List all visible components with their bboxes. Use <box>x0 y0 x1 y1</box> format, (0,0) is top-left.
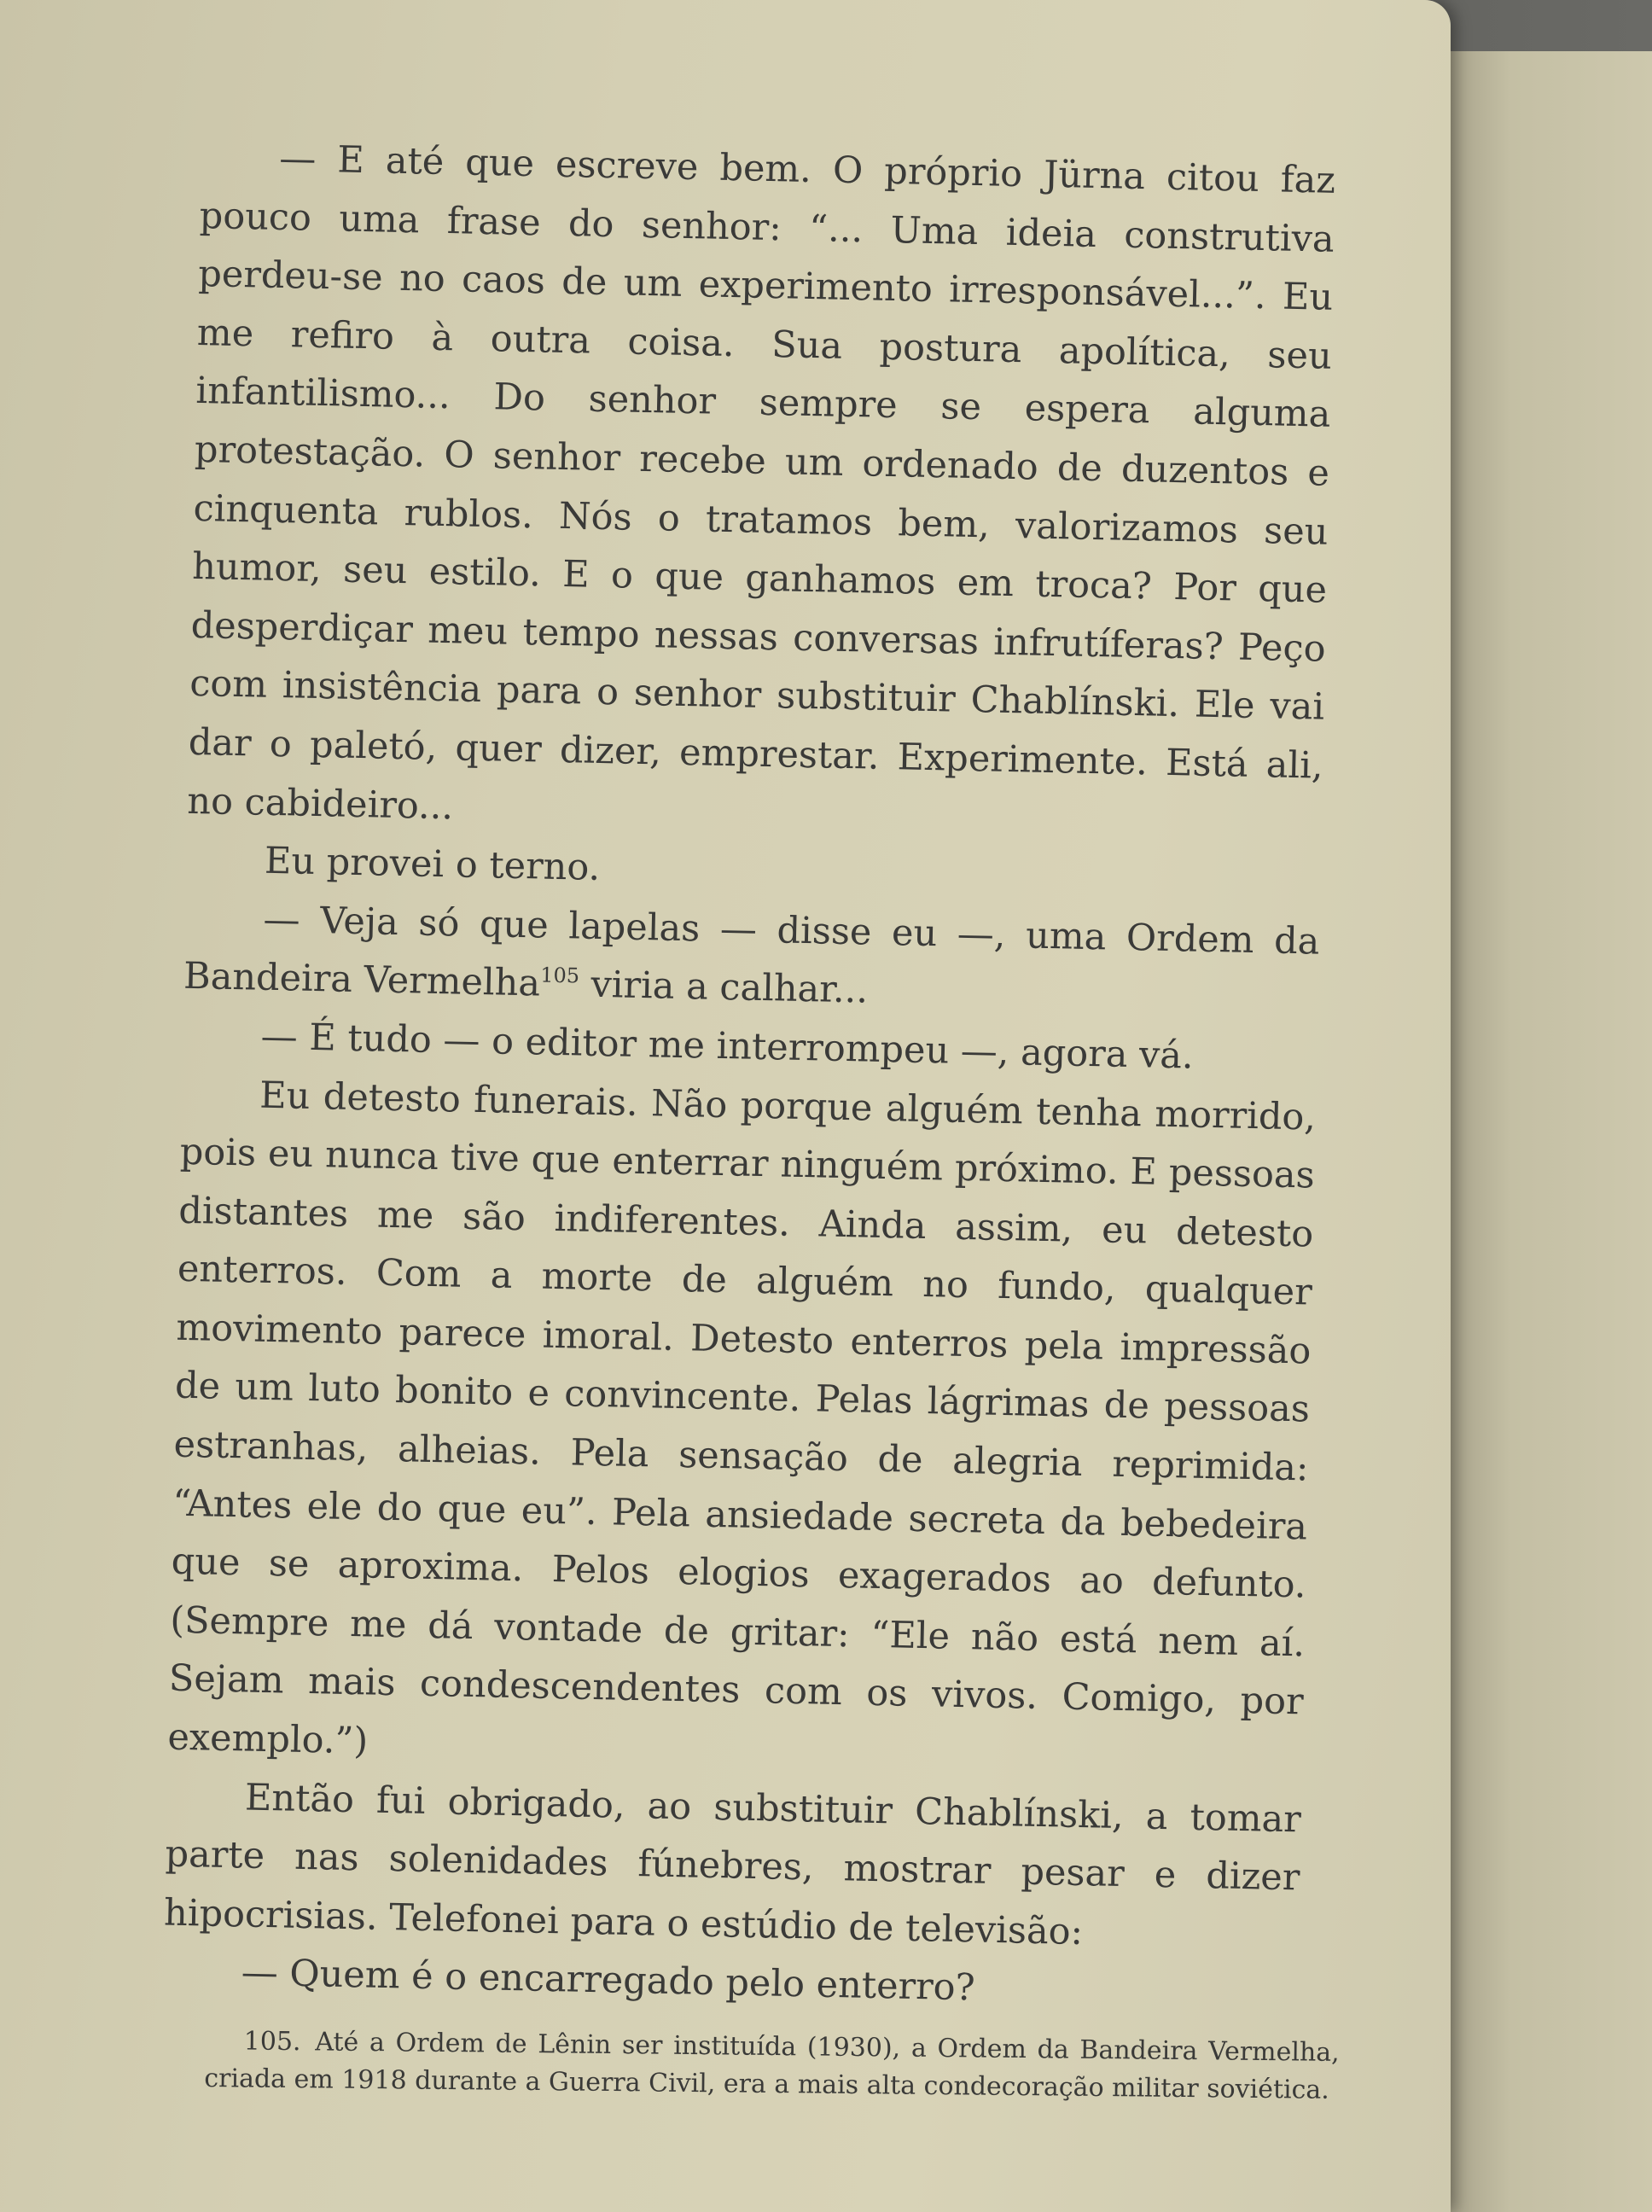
body-text <box>162 128 1336 2024</box>
paragraph-lapels <box>183 889 1320 1030</box>
lapels-text-end: viria a calhar... <box>579 963 869 1012</box>
paragraph-tried-suit: Eu provei o terno. <box>264 839 601 890</box>
paragraph-substitute: Então fui obrigado, ao substituir Chablínski, a tomar parte nas solenidades fúnebres, mostrar pesar e dizer hipocrisias. Telefonei para o estúdio de televisão: <box>163 1776 1302 1953</box>
footnote-reference: 105 <box>539 963 580 988</box>
footnote-text: Até a Ordem de Lênin ser instituída (1930), a Ordem da Bandeira Vermelha, criada em 1918 durante a Guerra Civil, era a mais alta condecoração militar soviética. <box>204 2027 1340 2105</box>
paragraph-funerals: Eu detesto funerais. Não porque alguém tenha morrido, pois eu nunca tive que enterrar ninguém próximo. E pessoas distantes me são indiferentes. Ainda assim, eu detesto enterros. Com a morte de alguém no fundo, qualquer movimento parece imoral. Detesto enterros pela impressão de um luto bonito e convincente. Pelas lágrimas de pessoas estranhas, alheias. Pela sensação de alegria reprimida: “Antes ele do que eu”. Pela ansiedade secreta da bebedeira que se aproxima. Pelos elogios exagerados ao defunto. (Sempre me dá vontade de gritar: “Ele não está nem aí. Sejam mais condescendentes com os vivos. Comigo, por exemplo.”) <box>166 1074 1317 1763</box>
paragraph-editor-interrupts: — É tudo — o editor me interrompeu —, agora vá. <box>260 1015 1195 1078</box>
footnote <box>204 2023 1340 2110</box>
adjacent-page-edge <box>1451 51 1652 2212</box>
paragraph-dialogue-editor: — E até que escreve bem. O próprio Jürna citou faz pouco uma frase do senhor: “... Uma ideia construtiva perdeu-se no caos de um experimento irresponsável...”. Eu me refiro à outra coisa. Sua postura apolítica, seu infantilismo... Do senhor sempre se espera alguma protestação. O senhor recebe um ordenado de duzentos e cinquenta rublos. Nós o tratamos bem, valorizamos seu humor, seu estilo. E o que ganhamos em troca? Por que desperdiçar meu tempo nessas conversas infrutíferas? Peço com insistência para o senhor substituir Chablínski. Ele vai dar o paletó, quer dizer, emprestar. Experimente. Está ali, no cabideiro... <box>186 137 1336 828</box>
lapels-text-start: — Veja só que lapelas — disse eu —, uma Ordem da Bandeira Vermelha <box>183 898 1320 1005</box>
paragraph-question: — Quem é o encarregado pelo enterro? <box>241 1951 976 2010</box>
footnote-number: 105. <box>243 2026 301 2058</box>
